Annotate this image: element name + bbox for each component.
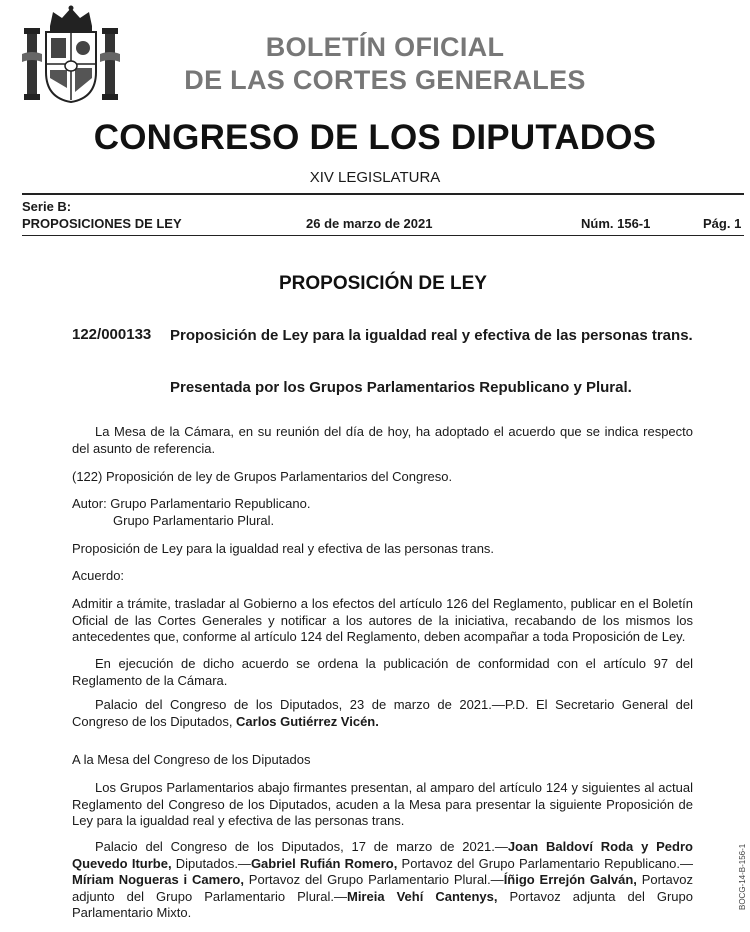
paragraph-firmantes: Los Grupos Parlamentarios abajo firmantes presentan, al amparo del artículo 124 y siguientes al actual Reglamento del Congreso de los Diputados, acuden a la Mesa para presentar la siguiente Proposición de Ley para la igualdad real y efectiva de las personas trans. [72,780,693,828]
expediente-number: 122/000133 [72,326,152,343]
section-heading: PROPOSICIÓN DE LEY [279,273,487,294]
paragraph-palacio-2 [72,839,693,922]
signatory-rufian: Gabriel Rufián Romero, [250,855,398,871]
paragraph-palacio-1 [72,697,693,730]
legislature: XIV LEGISLATURA [309,169,441,186]
header-bottom-rule [22,235,744,236]
signatory-vehi: Mireia Vehí Cantenys, [346,888,498,904]
publication-date: 26 de marzo de 2021 [306,216,433,231]
signatory-baldovi-quevedo: Joan Baldoví Roda y Pedro Quevedo Iturbe, [72,839,693,871]
role-plural: Portavoz del Grupo Parlamentario Plural.— [243,872,504,887]
paragraph-addressee: A la Mesa del Congreso de los Diputados [72,752,311,767]
paragraph-admitir: Admitir a trámite, trasladar al Gobierno a los efectos del artículo 126 del Reglamento, publicar en el Boletín Oficial de las Cortes Generales y notificar a los autores de la iniciativa, recabando de los mismos los antecedentes que, conforme al artículo 124 del Reglamento, deben acompañar a toda Proposición de Ley. [72,596,693,644]
role-diputados: Diputados.— [171,855,251,871]
paragraph-ejecucion: En ejecución de dicho acuerdo se ordena la publicación de conformidad con el artículo 97 del Reglamento de la Cámara. [72,656,693,688]
bulletin-title-line2: DE LAS CORTES GENERALES [184,65,586,95]
paragraph-acuerdo: Acuerdo: [72,568,125,583]
signatory-errejon: Íñigo Errejón Galván, [503,872,637,887]
role-plural-adjunto: Portavoz adjunto del Grupo Parlamentario Plural.— [72,872,694,904]
palacio-1-text: Palacio del Congreso de los Diputados, 23 de marzo de 2021.—P.D. El Secretario General del Congreso de los Diputados, [72,697,693,729]
signatory-secretary: Carlos Gutiérrez Vicén. [236,713,379,729]
author-line1: Autor: Grupo Parlamentario Republicano. [72,496,311,511]
chamber-title: CONGRESO DE LOS DIPUTADOS [93,118,657,157]
side-document-code: BOCG-14-B-156-1 [738,843,747,910]
paragraph-type: (122) Proposición de ley de Grupos Parlamentarios del Congreso. [72,469,453,484]
bulletin-title-line1: BOLETÍN OFICIAL [265,32,505,62]
issue-number: Núm. 156-1 [581,216,651,231]
paragraph-title-repeat: Proposición de Ley para la igualdad real y efectiva de las personas trans. [72,541,495,556]
expediente-title: Proposición de Ley para la igualdad real y efectiva de las personas trans. [170,327,693,344]
header-top-rule [22,193,744,195]
role-mixto: Portavoz adjunta del Grupo Parlamentario Mixto. [72,888,693,920]
coat-of-arms-logo [20,4,122,106]
author-line2: Grupo Parlamentario Plural. [113,512,275,528]
palacio-2-text: Palacio del Congreso de los Diputados, 17 de marzo de 2021.— [95,839,508,854]
serie-label: Serie B: [22,199,72,214]
presented-by: Presentada por los Grupos Parlamentarios Republicano y Plural. [170,379,632,396]
signatory-nogueras: Míriam Nogueras i Camero, [72,872,244,887]
section-label: PROPOSICIONES DE LEY [22,216,182,231]
page-number: Pág. 1 [703,216,742,231]
paragraph-mesa: La Mesa de la Cámara, en su reunión del día de hoy, ha adoptado el acuerdo que se indica respecto del asunto de referencia. [72,424,693,456]
role-republicano: Portavoz del Grupo Parlamentario Republicano.— [397,855,693,871]
author-block [72,496,693,529]
